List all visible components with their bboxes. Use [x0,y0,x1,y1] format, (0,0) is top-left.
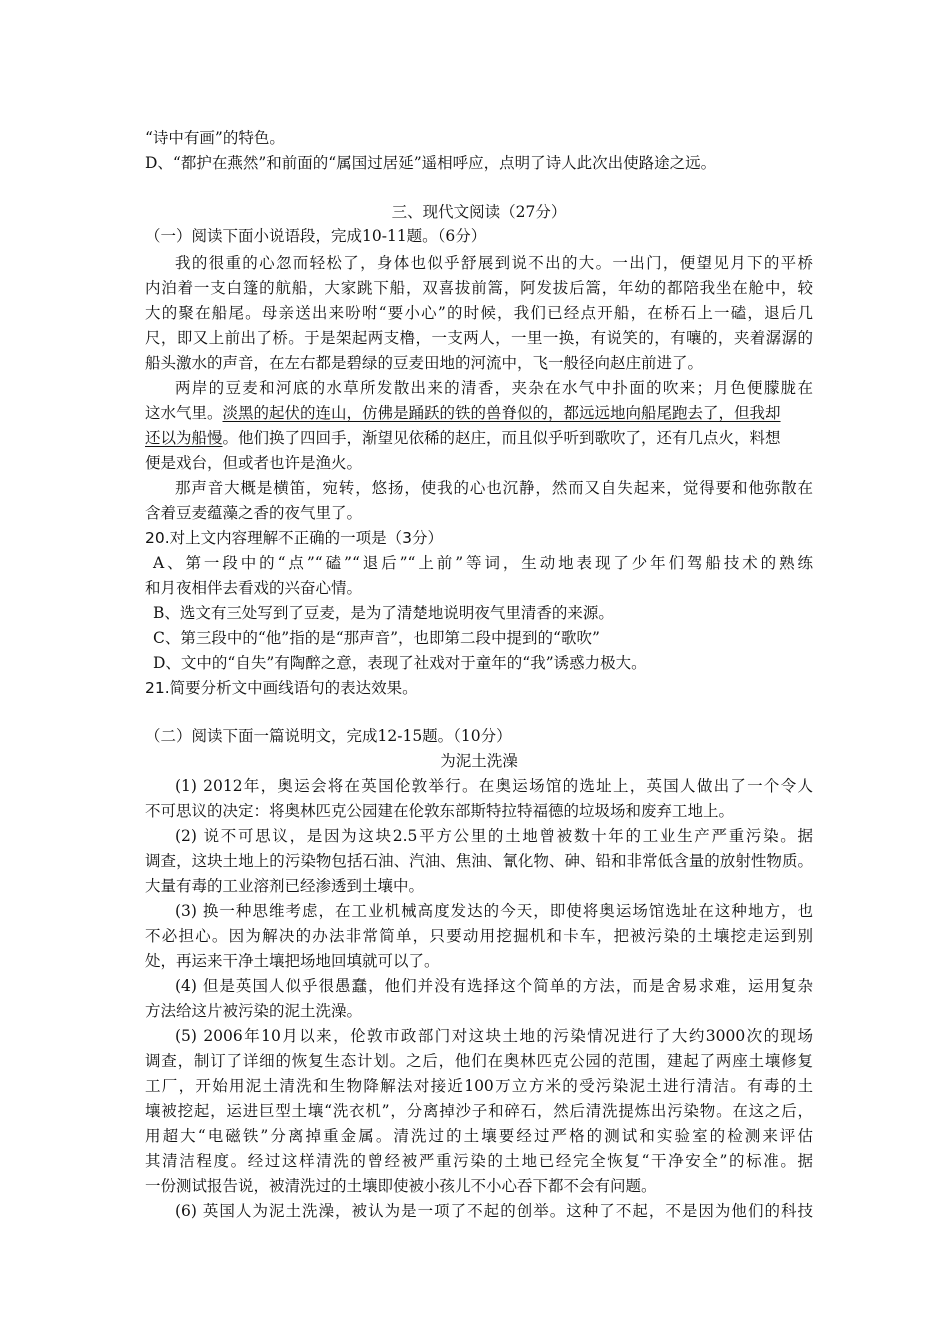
question-20-option-a-cont: 和月夜相伴去看戏的兴奋心情。 [145,579,363,597]
article-para2-line: (2) 说不可思议，是因为这块2.5平方公里的土地曾被数十年的工业生产严重污染。据 [175,827,813,845]
article-para4-line: (4) 但是英国人似乎很愚蠢，他们并没有选择这个简单的方法，而是舍易求难，运用复杂 [175,977,813,995]
underlined-sentence: 还以为船慢 [145,429,223,447]
underlined-sentence: 淡黑的起伏的连山，仿佛是踊跃的铁的兽脊似的，都远远地向船尾跑去了，但我却 [222,404,781,422]
article-para5-line: 壤被挖起，运进巨型土壤“洗衣机”，分离掉沙子和碎石，然后清洗提炼出污染物。在这之后， [145,1102,813,1120]
novel-para2-line [145,402,813,424]
article-para3-line: 处，再运来干净土壤把场地回填就可以了。 [145,952,440,970]
article-para5-line: 一份测试报告说，被清洗过的土壤即使被小孩儿不小心吞下都不会有问题。 [145,1177,657,1195]
novel-para1-line: 尺，即又上前出了桥。于是架起两支橹，一支两人，一里一换，有说笑的，有嚷的，夹着潺潺的 [145,329,813,347]
plain-text: 。他们换了四回手，渐望见依稀的赵庄，而且似乎听到歌吹了，还有几点火，料想 [222,429,781,447]
article-para2-line: 大量有毒的工业溶剂已经渗透到土壤中。 [145,877,425,895]
article-para5-line: 用超大“电磁铁”分离掉重金属。清洗过的土壤要经过严格的测试和实验室的检测来评估 [145,1127,813,1145]
novel-para2-line [145,427,813,449]
article-para5-line: 工厂，开始用泥土清洗和生物降解法对接近100万立方米的受污染泥土进行清洁。有毒的土 [145,1077,813,1095]
question-20-option-c: C、第三段中的“他”指的是“那声音”，也即第二段中提到的“歌吹” [153,629,600,647]
article-para4-line: 方法给这片被污染的泥土洗澡。 [145,1002,363,1020]
question-20-option-a: A、第一段中的“点”“磕”“退后”“上前”等词，生动地表现了少年们驾船技术的熟练 [153,554,813,572]
novel-para1-line: 船头激水的声音，在左右都是碧绿的豆麦田地的河流中，飞一般径向赵庄前进了。 [145,354,704,372]
article-para6-line: (6) 英国人为泥土洗澡，被认为是一项了不起的创举。这种了不起，不是因为他们的科技 [175,1202,813,1220]
novel-para1-line: 内泊着一支白篷的航船，大家跳下船，双喜拔前篙，阿发拔后篙，年幼的都陪我坐在舱中，较 [145,279,813,297]
part1-heading: （一）阅读下面小说语段，完成10-11题。（6分） [145,227,487,245]
article-para1-line: (1) 2012年，奥运会将在英国伦敦举行。在奥运场馆的选址上，英国人做出了一个令人 [175,777,813,795]
question-20-option-d: D、文中的“自失”有陶醉之意，表现了社戏对于童年的“我”诱惑力极大。 [153,654,647,672]
article-para5-line: 调查，制订了详细的恢复生态计划。之后，他们在奥林匹克公园的范围，建起了两座土壤修复 [145,1052,813,1070]
part2-heading: （二）阅读下面一篇说明文，完成12-15题。（10分） [145,727,512,745]
novel-para1-line: 大的聚在船尾。母亲送出来吩咐“要小心”的时候，我们已经点开船，在桥石上一磕，退后几 [145,304,813,322]
novel-para2-line: 两岸的豆麦和河底的水草所发散出来的清香，夹杂在水气中扑面的吹来；月色便朦胧在 [175,379,813,397]
article-para3-line: (3) 换一种思维考虑，在工业机械高度发达的今天，即使将奥运场馆选址在这种地方，也 [175,902,813,920]
q19-option-d: D、“都护在燕然”和前面的“属国过居延”遥相呼应，点明了诗人此次出使路途之远。 [145,154,717,172]
section-title: 三、现代文阅读（27分） [391,203,567,221]
article-para1-line: 不可思议的决定：将奥林匹克公园建在伦敦东部斯特拉特福德的垃圾场和废弃工地上。 [145,802,735,820]
question-20-option-b: B、选文有三处写到了豆麦，是为了清楚地说明夜气里清香的来源。 [153,604,614,622]
q19-option-c-tail: “诗中有画”的特色。 [145,129,285,147]
question-20-stem: 20.对上文内容理解不正确的一项是（3分） [145,529,444,547]
question-21: 21.简要分析文中画线语句的表达效果。 [145,679,418,697]
novel-para2-line: 便是戏台，但或者也许是渔火。 [145,454,363,472]
plain-text: 这水气里。 [145,404,223,422]
novel-para1-line: 我的很重的心忽而轻松了，身体也似乎舒展到说不出的大。一出门，便望见月下的平桥 [175,254,813,272]
article-para3-line: 不必担心。因为解决的办法非常简单，只要动用挖掘机和卡车，把被污染的土壤挖走运到别 [145,927,813,945]
article-para2-line: 调查，这块土地上的污染物包括石油、汽油、焦油、氰化物、砷、铅和非常低含量的放射性物质。 [145,852,813,870]
novel-para3-line: 含着豆麦蕴藻之香的夜气里了。 [145,504,363,522]
novel-para3-line: 那声音大概是横笛，宛转，悠扬，使我的心也沉静，然而又自失起来，觉得要和他弥散在 [175,479,813,497]
article-title: 为泥土洗澡 [440,752,518,770]
article-para5-line: (5) 2006年10月以来，伦敦市政部门对这块土地的污染情况进行了大约3000次的现场 [175,1027,813,1045]
article-para5-line: 其清洁程度。经过这样清洗的曾经被严重污染的土地已经完全恢复“干净安全”的标准。据 [145,1152,813,1170]
